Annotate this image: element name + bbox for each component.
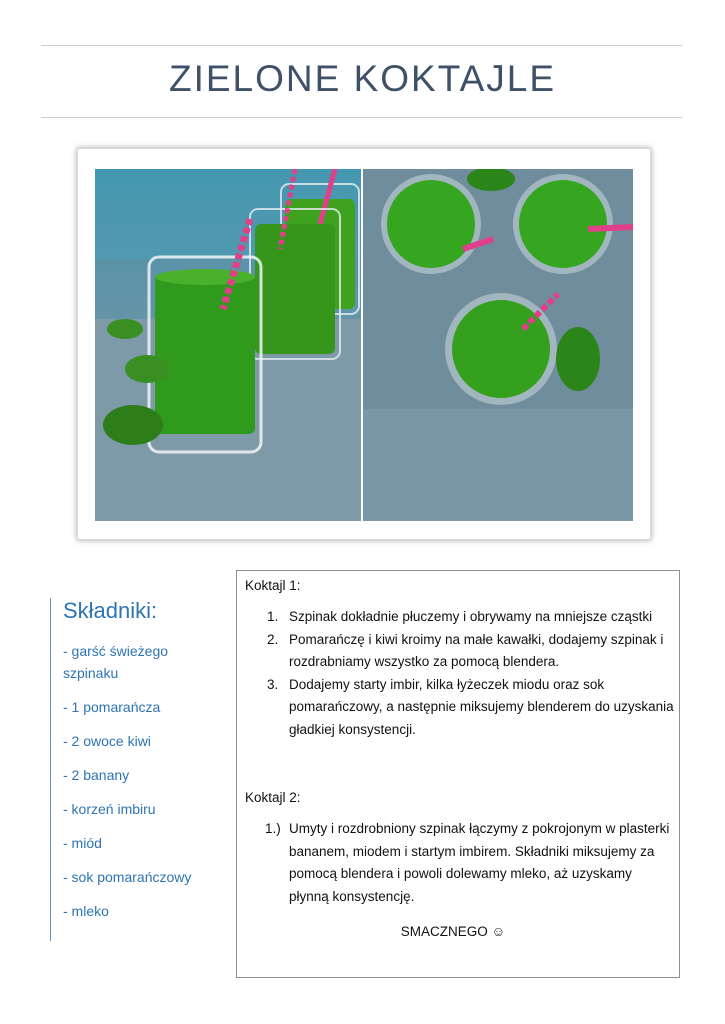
- ingredient-item: - 1 pomarańcza: [63, 699, 161, 715]
- step-number: 1.: [267, 609, 279, 624]
- smoothie-photo-right: [363, 169, 633, 521]
- top-rule: [41, 45, 682, 46]
- ingredient-item: - 2 owoce kiwi: [63, 733, 151, 749]
- step-text: Szpinak dokładnie płuczemy i obrywamy na mniejsze cząstki: [289, 609, 653, 624]
- recipe-step: [245, 818, 679, 908]
- koktajl-2-label: Koktajl 2:: [245, 790, 301, 805]
- photo-frame: [77, 148, 651, 540]
- ingredient-item: - sok pomarańczowy: [63, 869, 192, 885]
- recipe-step: [245, 629, 679, 674]
- step-text: Pomarańczę i kiwi kroimy na małe kawałki, dodajemy szpinak i rozdrabniamy wszystko za pomocą blendera.: [289, 631, 664, 669]
- ingredient-item: - garść świeżego szpinaku: [63, 643, 169, 681]
- koktajl-1-label: Koktajl 1:: [245, 578, 301, 593]
- closing-text: SMACZNEGO ☺: [400, 924, 506, 939]
- page-title: ZIELONE KOKTAJLE: [168, 58, 557, 99]
- koktajl-1-steps: [245, 606, 679, 741]
- koktajl-2-steps: [245, 818, 679, 908]
- step-number: 2.: [267, 631, 279, 647]
- recipe-step: [245, 606, 679, 629]
- step-number: 1.): [265, 821, 281, 836]
- ingredient-item: - 2 banany: [63, 767, 130, 783]
- step-text: Umyty i rozdrobniony szpinak łączymy z pokrojonym w plasterki bananem, miodem i startym imbirem. Składniki miksujemy za pomocą blendera i powoli dolewamy mleko, aż uzyskamy płynną konsystencję.: [289, 821, 670, 904]
- ingredient-item: - miód: [63, 835, 102, 851]
- ingredients-list: [63, 640, 210, 922]
- recipe-box: [236, 570, 680, 978]
- ingredients-heading: Składniki:: [63, 598, 158, 623]
- step-text: Dodajemy starty imbir, kilka łyżeczek miodu oraz sok pomarańczowy, a następnie miksujemy blenderem do uzyskania gładkiej konsystencji.: [289, 676, 674, 737]
- smoothie-photo-left: [95, 169, 361, 521]
- ingredient-item: - korzeń imbiru: [63, 801, 156, 817]
- step-number: 3.: [267, 676, 279, 692]
- recipe-step: [245, 674, 679, 742]
- ingredient-item: - mleko: [63, 903, 109, 919]
- bottom-rule: [41, 117, 682, 118]
- ingredients-sidebar: [50, 598, 210, 941]
